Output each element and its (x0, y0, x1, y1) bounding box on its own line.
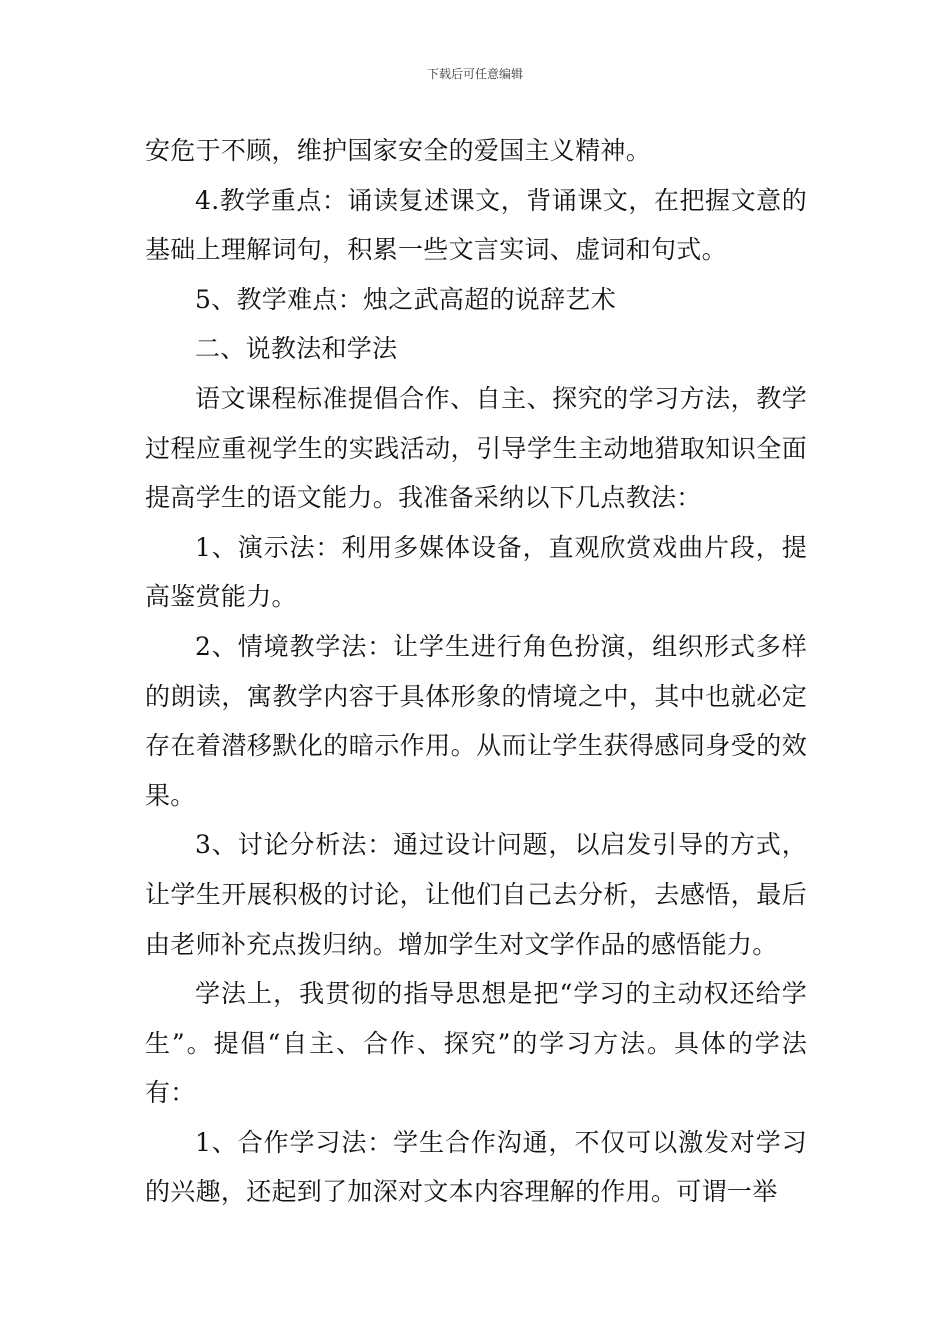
page-header: 下载后可任意编辑 (426, 67, 523, 81)
document-body (145, 126, 807, 1217)
paragraph: 2、情境教学法：让学生进行角色扮演，组织形式多样的朗读，寓教学内容于具体形象的情境之中，其中也就必定存在着潜移默化的暗示作用。从而让学生获得感同身受的效果。 (145, 631, 807, 810)
paragraph: 语文课程标准提倡合作、自主、探究的学习方法，教学过程应重视学生的实践活动，引导学生主动地猎取知识全面提高学生的语文能力。我准备采纳以下几点教法： (145, 383, 807, 513)
paragraph: 安危于不顾，维护国家安全的爱国主义精神。 (145, 136, 652, 165)
paragraph: 1、合作学习法：学生合作沟通，不仅可以激发对学习的兴趣，还起到了加深对文本内容理解的作用。可谓一举 (145, 1127, 807, 1207)
paragraph: 5、教学难点：烛之武高超的说辞艺术 (195, 284, 617, 314)
paragraph: 学法上，我贯彻的指导思想是把“学习的主动权还给学生”。提倡“自主、合作、探究”的学习方法。具体的学法有： (145, 979, 807, 1108)
paragraph: 1、演示法：利用多媒体设备，直观欣赏戏曲片段，提高鉴赏能力。 (145, 532, 807, 612)
paragraph: 3、讨论分析法：通过设计问题，以启发引导的方式，让学生开展积极的讨论，让他们自己去分析，去感悟，最后由老师补充点拨归纳。增加学生对文学作品的感悟能力。 (145, 830, 807, 959)
section-heading: 二、说教法和学法 (195, 334, 398, 364)
paragraph: 4.教学重点：诵读复述课文，背诵课文，在把握文意的基础上理解词句，积累一些文言实词、虚词和句式。 (145, 185, 807, 265)
